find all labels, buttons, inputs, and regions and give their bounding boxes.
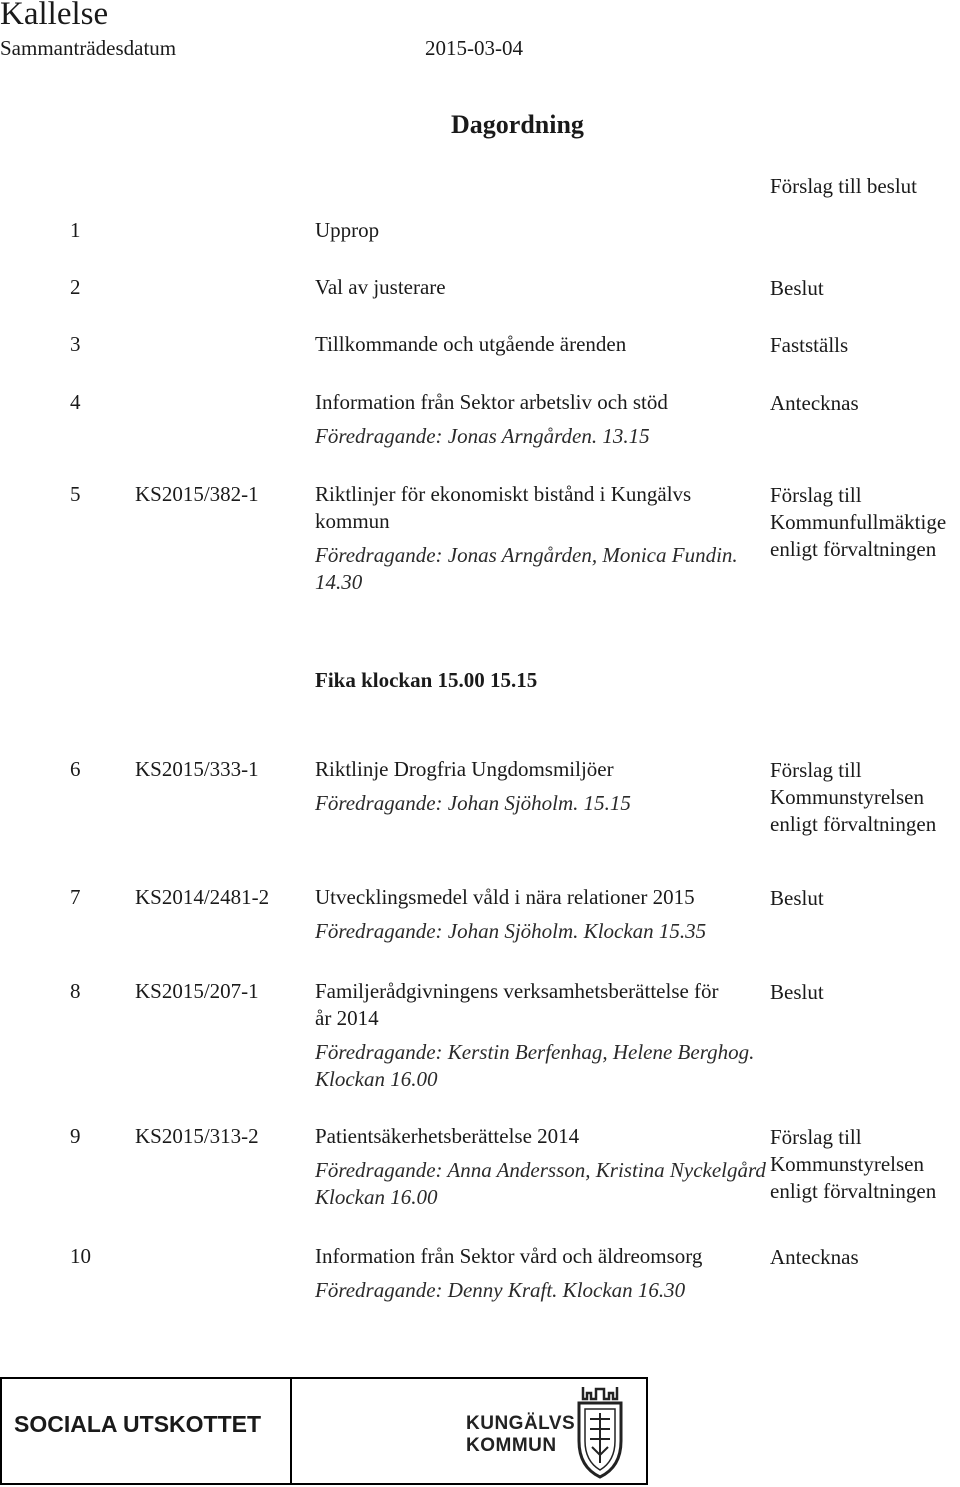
- item-proposal: Beslut: [770, 980, 824, 1004]
- item-title: Upprop: [315, 218, 380, 242]
- item-presenter: Klockan 16.00: [315, 1067, 438, 1091]
- case-number: KS2015/333-1: [135, 757, 259, 781]
- item-proposal: Kommunfullmäktige: [770, 510, 947, 534]
- item-presenter: Föredragande: Anna Andersson, Kristina Nyckelgård: [315, 1158, 766, 1182]
- item-proposal: Beslut: [770, 276, 824, 300]
- item-number: 10: [70, 1244, 91, 1268]
- case-number: KS2015/313-2: [135, 1124, 259, 1148]
- item-title: Tillkommande och utgående ärenden: [315, 332, 627, 356]
- meeting-date-label: Sammanträdesdatum: [0, 36, 177, 60]
- item-title: Riktlinje Drogfria Ungdomsmiljöer: [315, 757, 614, 781]
- item-number: 9: [70, 1124, 81, 1148]
- item-number: 3: [70, 332, 81, 356]
- item-title: Patientsäkerhetsberättelse 2014: [315, 1124, 580, 1148]
- item-number: 5: [70, 482, 81, 506]
- item-presenter: Föredragande: Jonas Arngården, Monica Fundin.: [315, 543, 738, 567]
- item-title: kommun: [315, 509, 390, 533]
- item-proposal: Kommunstyrelsen: [770, 785, 924, 809]
- item-proposal: Förslag till: [770, 1125, 862, 1149]
- item-number: 7: [70, 885, 81, 909]
- item-presenter: Föredragande: Johan Sjöholm. Klockan 15.35: [315, 919, 707, 943]
- item-proposal: enligt förvaltningen: [770, 537, 937, 561]
- item-proposal: Antecknas: [770, 1245, 859, 1269]
- logo-text-line1: KUNGÄLVS: [466, 1413, 576, 1434]
- item-title: Riktlinjer för ekonomiskt bistånd i Kungälvs: [315, 482, 692, 506]
- item-proposal: Kommunstyrelsen: [770, 1152, 924, 1176]
- item-proposal: enligt förvaltningen: [770, 812, 937, 836]
- meeting-date-value: 2015-03-04: [425, 36, 523, 60]
- item-title: Utvecklingsmedel våld i nära relationer 2015: [315, 885, 695, 909]
- item-title: Val av justerare: [315, 275, 446, 299]
- footer-divider: [290, 1379, 292, 1483]
- item-presenter: Klockan 16.00: [315, 1185, 438, 1209]
- item-number: 8: [70, 979, 81, 1003]
- item-number: 1: [70, 218, 81, 242]
- item-title: år 2014: [315, 1006, 379, 1030]
- municipal-crest-logo: [575, 1385, 625, 1479]
- item-number: 4: [70, 390, 81, 414]
- item-proposal: Antecknas: [770, 391, 859, 415]
- item-proposal: enligt förvaltningen: [770, 1179, 937, 1203]
- item-proposal: Förslag till: [770, 483, 862, 507]
- item-presenter: Föredragande: Kerstin Berfenhag, Helene Berghog.: [315, 1040, 755, 1064]
- committee-name: SOCIALA UTSKOTTET: [14, 1411, 262, 1437]
- case-number: KS2015/382-1: [135, 482, 259, 506]
- logo-text-line2: KOMMUN: [466, 1435, 557, 1456]
- agenda-heading: Dagordning: [451, 110, 584, 139]
- item-proposal: Förslag till: [770, 758, 862, 782]
- footer-box: [0, 1377, 648, 1485]
- document-title: Kallelse: [0, 0, 109, 32]
- coffee-break: Fika klockan 15.00 15.15: [315, 668, 538, 692]
- item-proposal: Beslut: [770, 886, 824, 910]
- item-title: Information från Sektor vård och äldreomsorg: [315, 1244, 703, 1268]
- item-number: 2: [70, 275, 81, 299]
- item-presenter: 14.30: [315, 570, 363, 594]
- proposal-column-heading: Förslag till beslut: [770, 174, 917, 198]
- item-title: Information från Sektor arbetsliv och stöd: [315, 390, 668, 414]
- case-number: KS2015/207-1: [135, 979, 259, 1003]
- item-proposal: Fastställs: [770, 333, 849, 357]
- item-number: 6: [70, 757, 81, 781]
- item-title: Familjerådgivningens verksamhetsberättelse för: [315, 979, 719, 1003]
- item-presenter: Föredragande: Denny Kraft. Klockan 16.30: [315, 1278, 686, 1302]
- item-presenter: Föredragande: Johan Sjöholm. 15.15: [315, 791, 631, 815]
- case-number: KS2014/2481-2: [135, 885, 270, 909]
- item-presenter: Föredragande: Jonas Arngården. 13.15: [315, 424, 650, 448]
